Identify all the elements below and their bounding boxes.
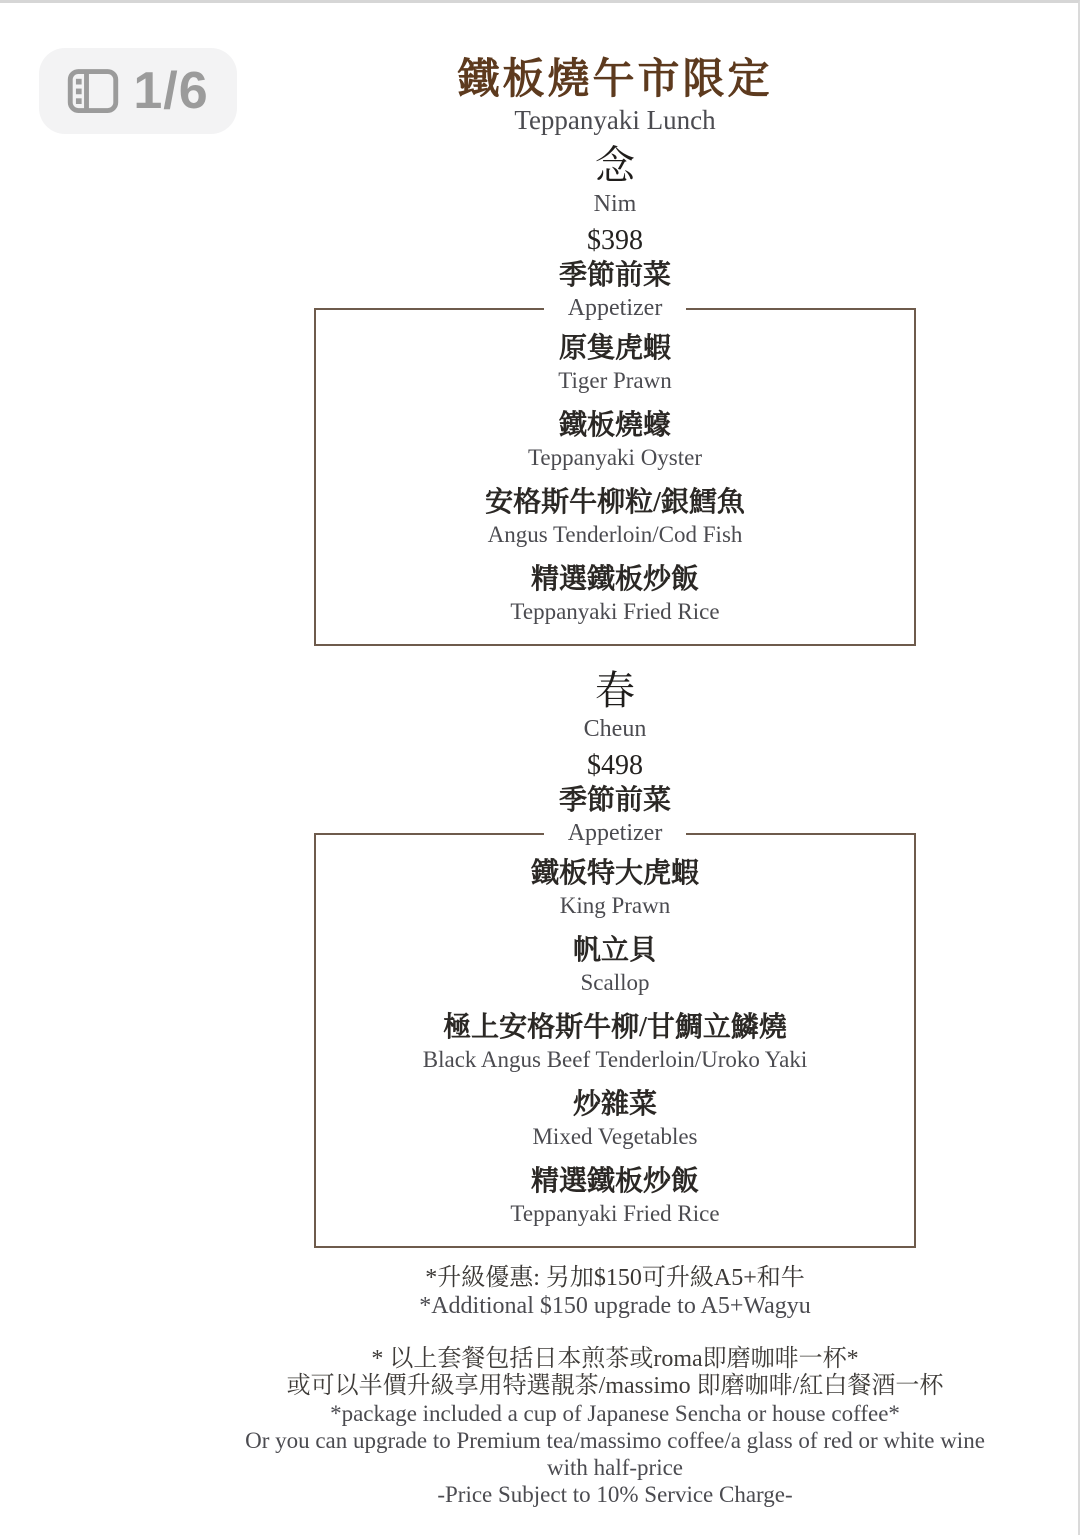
- menu-item-en: Black Angus Beef Tenderloin/Uroko Yaki: [422, 1047, 808, 1072]
- menu-item-zh: 安格斯牛柳粒/銀鱈魚: [485, 487, 745, 518]
- set-name-en: Cheun: [583, 716, 647, 742]
- gallery-icon: [67, 68, 119, 114]
- menu-item-zh: 炒雜菜: [572, 1089, 657, 1120]
- menu-item-en: Teppanyaki Oyster: [527, 445, 703, 470]
- menu-item-zh: 鐵板燒蠔: [558, 410, 671, 441]
- photo-counter-badge[interactable]: [39, 48, 237, 134]
- menu-item-en: Teppanyaki Fried Rice: [510, 1201, 720, 1226]
- menu-item-en: Tiger Prawn: [558, 368, 672, 393]
- footer-line: 或可以半價升級享用特選靚茶/massimo 即磨咖啡/紅白餐酒一杯: [286, 1373, 944, 1399]
- footer-line: -Price Subject to 10% Service Charge-: [437, 1482, 793, 1507]
- course-title-en: Appetizer: [152, 293, 1078, 323]
- menu-item-en: Angus Tenderloin/Cod Fish: [487, 522, 743, 547]
- footer-notes: [152, 1346, 1078, 1508]
- menu-item: [326, 934, 904, 997]
- footer-line: * 以上套餐包括日本煎茶或roma即磨咖啡一杯*: [371, 1346, 859, 1372]
- footer-line: *package included a cup of Japanese Sencha or house coffee*: [330, 1401, 900, 1426]
- footer-line: with half-price: [546, 1455, 684, 1480]
- course-title-zh: 季節前菜: [558, 260, 671, 291]
- menu-item: [326, 409, 904, 472]
- menu-item-zh: 精選鐵板炒飯: [530, 1166, 699, 1197]
- menu-item-zh: 鐵板特大虎蝦: [530, 858, 699, 889]
- menu-title-en: Teppanyaki Lunch: [514, 105, 716, 135]
- course-box: [314, 833, 916, 1248]
- menu-item-en: Mixed Vegetables: [532, 1124, 698, 1149]
- menu-item: [326, 486, 904, 549]
- menu-item-en: Teppanyaki Fried Rice: [510, 599, 720, 624]
- menu-item-en: King Prawn: [559, 893, 671, 918]
- set-name-zh: 念: [595, 143, 635, 188]
- menu-item-zh: 原隻虎蝦: [558, 333, 671, 364]
- upgrade-note-en: *Additional $150 upgrade to A5+Wagyu: [419, 1293, 811, 1319]
- menu-item: [326, 1088, 904, 1151]
- course-title-en: Appetizer: [152, 818, 1078, 848]
- set-price: $398: [587, 225, 643, 256]
- menu-item-zh: 極上安格斯牛柳/甘鯛立鱗燒: [443, 1012, 787, 1043]
- menu-title-zh: 鐵板燒午市限定: [457, 57, 773, 103]
- menu-item: [326, 332, 904, 395]
- set-name-en: Nim: [593, 191, 637, 217]
- menu-item: [326, 1165, 904, 1228]
- menu-item-zh: 精選鐵板炒飯: [530, 564, 699, 595]
- menu-item: [326, 857, 904, 920]
- menu-section-nim: [152, 143, 1078, 646]
- menu-section-cheun: [152, 668, 1078, 1248]
- menu-item: [326, 563, 904, 626]
- upgrade-note-zh: *升級優惠: 另加$150可升級A5+和牛: [425, 1265, 805, 1291]
- menu-item-zh: 帆立貝: [572, 935, 657, 966]
- course-box: [314, 308, 916, 646]
- course-title-zh: 季節前菜: [558, 785, 671, 816]
- menu-content: [152, 3, 1078, 1508]
- menu-item-en: Scallop: [580, 970, 650, 995]
- set-name-zh: 春: [595, 668, 635, 713]
- upgrade-note: [152, 1264, 1078, 1320]
- set-price: $498: [587, 750, 643, 781]
- menu-item: [326, 1011, 904, 1074]
- photo-counter-label: 1/6: [133, 62, 209, 120]
- footer-line: Or you can upgrade to Premium tea/massimo coffee/a glass of red or white wine: [245, 1428, 985, 1453]
